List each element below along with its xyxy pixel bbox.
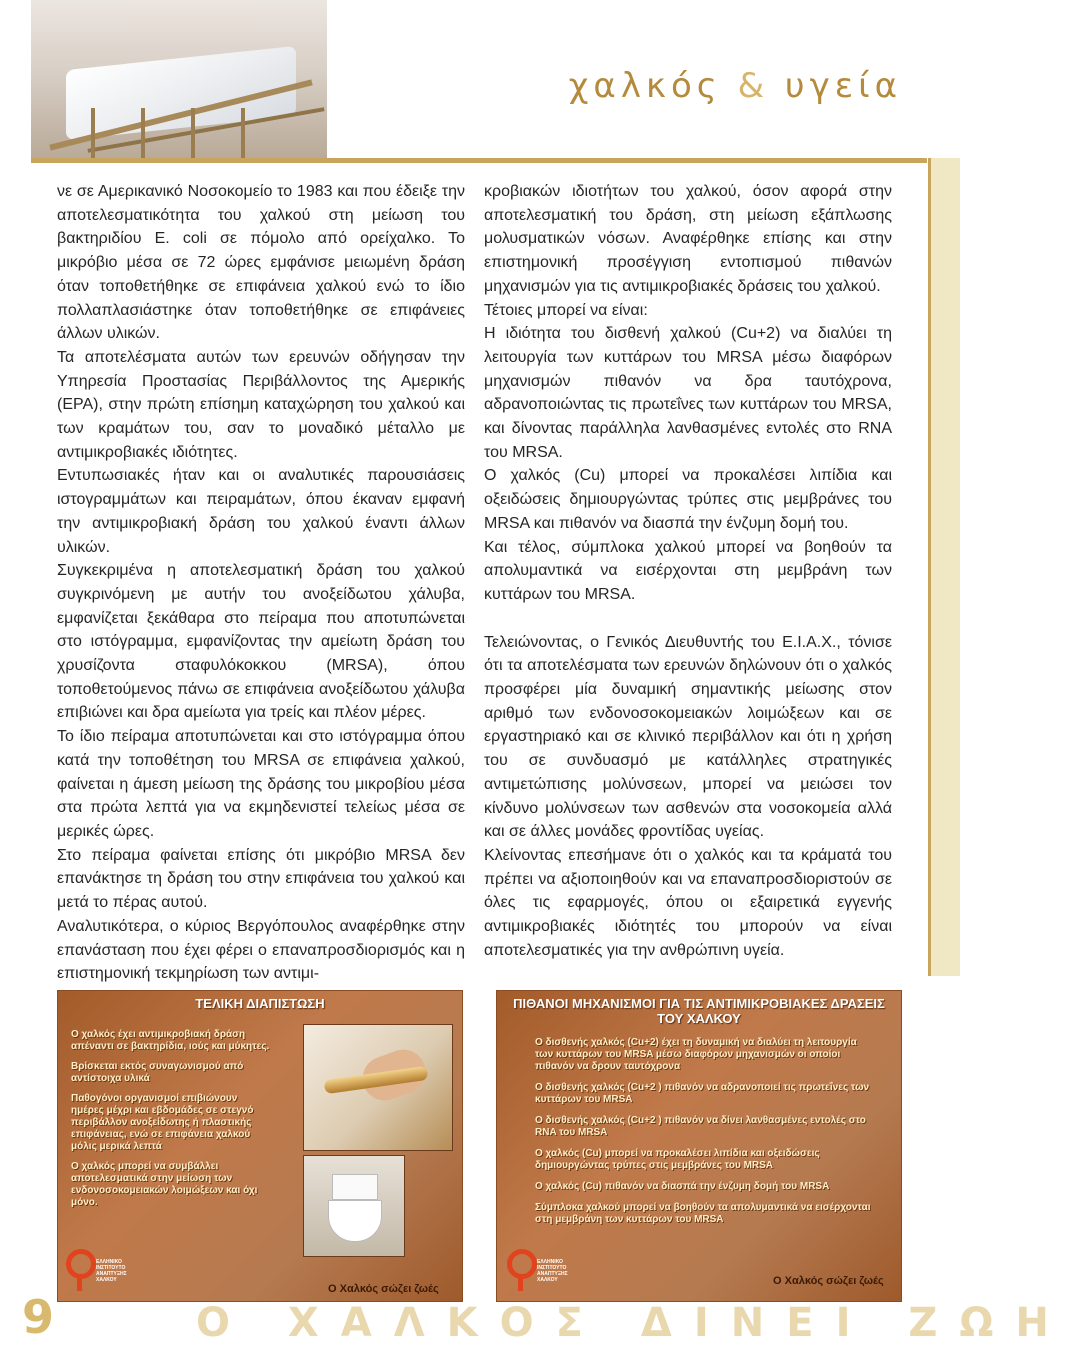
slide-item: Ο χαλκός έχει αντιμικροβιακή δράση απέναντι σε βακτηρίδια, ιούς και μύκητες. (71, 1029, 270, 1052)
page-number: 9 (22, 1290, 55, 1344)
slide-item: Ο δισθενής χαλκός (Cu+2 ) πιθανόν να δίνει λανθασμένες εντολές στο RNA του MRSA (535, 1115, 866, 1138)
header-rule (31, 158, 927, 163)
slide-title: ΤΕΛΙΚΗ ΔΙΑΠΙΣΤΩΣΗ (195, 996, 325, 1011)
paragraph: νε σε Αμερικανικό Νοσοκομείο το 1983 και που έδειξε την αποτελεσματικότητα του χαλκού στη μείωση του βακτηριδίου E. coli σε πόμολο από ορείχαλκο. Το μικρόβιο μέσα σε 72 ώρες εμφάνισε μειωμένη δράση όταν τοποθετήθηκε σε επιφάνεια χαλκού ενώ το ίδιο πολλαπλασιάστηκε όταν τοποθετήθηκε σε επιφάνειες άλλων υλικών. (57, 183, 465, 343)
paragraph: κροβιακών ιδιοτήτων του χαλκού, όσον αφορά στην αποτελεσματική του δράση, στη μείωση εξάπλωσης μολυσματικών νόσων. Αναφέρθηκε επίσης και στην επιστημονική προσέγγιση εντοπισμού πιθανών μηχανισμών για τις αντιμικροβιακές δράσεις του χαλκού. (484, 183, 892, 295)
slide-item: Ο χαλκός (Cu) μπορεί να προκαλέσει λιπίδια και οξειδώσεις δημιουργώντας τρύπες στις μεμβράνες του MRSA (535, 1148, 820, 1171)
paragraph: Ο χαλκός (Cu) μπορεί να προκαλέσει λιπίδια και οξειδώσεις δημιουργώντας τρύπες στις μεμβράνες του MRSA και πιθανόν να διασπά την ένζυμη δομή του. (484, 467, 892, 532)
paragraph: Τελειώνοντας, ο Γενικός Διευθυντής του Ε.Ι.Α.Χ., τόνισε ότι τα αποτελέσματα των ερευνών δηλώνουν ότι ο χαλκός προσφέρει μία δυναμική σημαντικής μείωσης στον αριθμό των ενδονοσοκομειακών λοιμώξεων και σε εργαστηριακό και σε κλινικό περιβάλλον και ότι η χρήση του σε συνδυασμό με κατάλληλες στρατηγικές αντιμετώπισης μολύνσεων, μπορεί να μειώσει τον κίνδυνο μολύνσεων των ασθενών στα νοσοκομεία αλλά και σε άλλες μονάδες φροντίδας υγείας. (484, 633, 892, 841)
slide-item: Ο χαλκός (Cu) πιθανόν να διασπά την ένζυμη δομή του MRSA (535, 1181, 830, 1192)
title-end: υγεία (784, 66, 902, 106)
slide-slogan: Ο Χαλκός σώζει ζωές (773, 1275, 884, 1287)
slide-item: Ο δισθενής χαλκός (Cu+2) έχει τη δυναμική να διαλύει τη λειτουργία των κυττάρων του MRSA μέσω διαφόρων μηχανισμών οι οποίοι πιθανόν να δρουν ταυτόχρονα (535, 1037, 857, 1072)
slide-slogan: Ο Χαλκός σώζει ζωές (328, 1283, 439, 1295)
paragraph: Και τέλος, σύμπλοκα χαλκού μπορεί να βοηθούν τα απολυμαντικά να εισέρχονται στη μεμβράνη των κυττάρων του MRSA. (484, 538, 892, 603)
institute-logo (507, 1249, 581, 1301)
paragraph: Τέτοιες μπορεί να είναι: (484, 301, 648, 319)
paragraph: Το ίδιο πείραμα αποτυπώνεται και στο ιστόγραμμα όπου κατά την τοποθέτηση του MRSA σε επιφάνεια χαλκού, φαίνεται η άμεση μείωση της δράσης του μικροβίου μέσα στα πρώτα λεπτά για να εκμηδενιστεί τελείως μέσα σε μερικές ώρες. (57, 728, 465, 840)
text-column-left (57, 180, 465, 986)
slide-mechanisms (496, 990, 902, 1302)
paragraph: Εντυπωσιακές ήταν και οι αναλυτικές παρουσιάσεις ιστογραμμάτων και πειραμάτων, όπου έκαναν εμφανή την αντιμικροβιακή δράση του χαλκού έναντι άλλων υλικών. (57, 467, 465, 556)
paragraph: Αναλυτικότερα, ο κύριος Βεργόπουλος αναφέρθηκε στην επανάσταση που έχει φέρει ο επαναπροσδιορισμός και η επιστημονική τεκμηρίωση των αντιμι- (57, 917, 465, 983)
slide-item: Ο χαλκός μπορεί να συμβάλλει αποτελεσματικά στην μείωση των ενδονοσοκομειακών λοιμώξεων και όχι μόνο. (71, 1161, 258, 1208)
text-column-right (484, 180, 892, 963)
paragraph: Κλείνοντας επεσήμανε ότι ο χαλκός και τα κράματά του πρέπει να αξιοποιηθούν και να επαναπροσδιοριστούν σε όλες τις εφαρμογές, όπου οι εξαιρετικά εγγενής αντιμικροβιακές ιδιότητές του μπορούν να είναι αποτελεσματικές για την ανθρώπινη υγεία. (484, 846, 892, 959)
logo-text: ΕΛΛΗΝΙΚΟ ΙΝΣΤΙΤΟΥΤΟ ΑΝΑΠΤΥΞΗΣ ΧΑΛΚΟΥ (96, 1259, 127, 1283)
bathroom-photo (303, 1155, 405, 1257)
paragraph: Η ιδιότητα του δισθενή χαλκού (Cu+2) να διαλύει τη λειτουργία των κυττάρων του MRSA μέσω διαφόρων μηχανισμών πιθανόν να δρα ταυτόχρονα, αδρανοποιώντας τις πρωτεΐνες των κυττάρων του MRSA, και δίνοντας παράλληλα λανθασμένες εντολές στο RNA του MRSA. (484, 325, 892, 461)
title-main: χαλκός (568, 66, 722, 106)
paragraph: Τα αποτελέσματα αυτών των ερευνών οδήγησαν την Υπηρεσία Προστασίας Περιβάλλοντος της Αμερικής (EPA), στην πρώτη επίσημη καταχώρηση του χαλκού και των κραμάτων του, σαν το μοναδικό μέταλλο με αντιμικροβιακές ιδιότητες. (57, 348, 465, 461)
slide-title: ΠΙΘΑΝΟΙ ΜΗΧΑΝΙΣΜΟΙ ΓΙΑ ΤΙΣ ΑΝΤΙΜΙΚΡΟΒΙΑΚΕΣ ΔΡΑΣΕΙΣ ΤΟΥ ΧΑΛΚΟΥ (513, 996, 885, 1026)
slide-item: Παθογόνοι οργανισμοί επιβιώνουν ημέρες μέχρι και εβδομάδες σε στεγνό περιβάλλον ανοξείδωτης ή πλαστικής επιφάνειας, ενώ σε επιφάνεια χαλκού μόλις μερικά λεπτά (71, 1093, 254, 1152)
footer-slogan: Ο ΧΑΛΚΟΣ ΔΙΝΕΙ ΖΩΗ (196, 1300, 1071, 1346)
slide-list (71, 1029, 271, 1217)
door-handle-photo (303, 1024, 453, 1151)
paragraph: Συγκεκριμένα η αποτελεσματική δράση του χαλκού συγκρινόμενη με αυτήν του ανοξείδωτου χάλυβα, εμφανίζεται ξεκάθαρα στο πείραμα που αποτυπώνεται στο ιστόγραμμα, εμφανίζοντας την αμείωτη δράση του χρυσίζοντα σταφυλόκοκκου (MRSA), όπου τοποθετούμενος πάνω σε επιφάνεια ανοξείδωτου χάλυβα επιβιώνει και δρα αμείωτα για τρείς και πλέον μέρες. (57, 562, 465, 722)
slide-item: Βρίσκεται εκτός συναγωνισμού από αντίστοιχα υλικά (71, 1061, 244, 1084)
logo-text: ΕΛΛΗΝΙΚΟ ΙΝΣΤΙΤΟΥΤΟ ΑΝΑΠΤΥΞΗΣ ΧΑΛΚΟΥ (537, 1259, 568, 1283)
hospital-bed-photo (31, 0, 327, 158)
slide-item: Σύμπλοκα χαλκού μπορεί να βοηθούν τα απολυμαντικά να εισέρχονται στη μεμβράνη των κυττάρων του MRSA (535, 1202, 871, 1225)
slide-item: Ο δισθενής χαλκός (Cu+2 ) πιθανόν να αδρανοποιεί τις πρωτεΐνες των κυττάρων του MRSA (535, 1082, 870, 1105)
title-ampersand: & (737, 66, 770, 106)
section-title (569, 66, 902, 106)
institute-logo (66, 1249, 140, 1301)
side-band (928, 158, 960, 976)
slide-list (535, 1037, 875, 1235)
paragraph: Στο πείραμα φαίνεται επίσης ότι μικρόβιο MRSA δεν επανάκτησε τη δράση του στην επιφάνεια του χαλκού και μετά το πέρας αυτού. (57, 846, 465, 912)
slide-final-finding (57, 990, 463, 1302)
